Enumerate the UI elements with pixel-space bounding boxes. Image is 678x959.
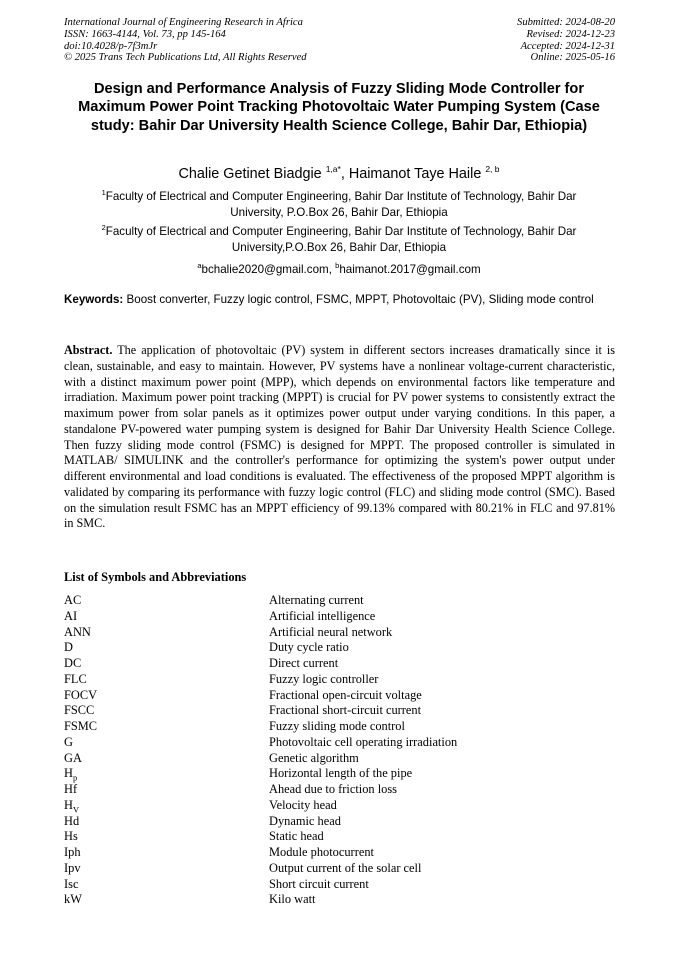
symbol-definition: Alternating current bbox=[269, 593, 364, 607]
symbol-term-text: Hs bbox=[64, 829, 78, 844]
symbol-row bbox=[64, 735, 624, 751]
symbol-row bbox=[64, 609, 624, 625]
symbol-term bbox=[64, 688, 269, 704]
symbol-term bbox=[64, 656, 269, 672]
author-affiliation-mark: 2, b bbox=[485, 164, 500, 174]
online-date: Online: 2025-05-16 bbox=[530, 52, 615, 64]
symbol-term-text: H bbox=[64, 766, 73, 781]
abstract-text: The application of photovoltaic (PV) system in different sectors increases dramatically since it is clean, sustainable, and easy to maintain. However, PV systems have a nonlinear voltage-current characteristic, with a distinct maximum power point (MPP), which depends on environmental factors like temperature and irradiation. Maximum power point tracking (MPPT) is crucial for PV power systems to consistently extract the maximum power from solar panels as it optimizes power output under varying conditions. In this paper, a standalone PV-powered water pumping system is designed for Bahir Dar University Health Science College. Then fuzzy sliding mode control (FSMC) is designed for MPPT. The proposed controller is simulated in MATLAB/ SIMULINK and the controller's performance for optimizing the system's power output under different environmental and load conditions is evaluated. The effectiveness of the proposed MPPT algorithm is validated by comparing its performance with fuzzy logic control (FLC) and sliding mode control (SMC). Based on the simulation result FSMC has an MPPT efficiency of 99.13% compared with 80.21% in FLC and 97.81% in SMC. bbox=[64, 343, 616, 531]
symbols-heading: List of Symbols and Abbreviations bbox=[64, 570, 247, 584]
email-mark: b bbox=[335, 261, 340, 270]
symbol-term bbox=[64, 829, 269, 845]
author-emails: $^a$bchalie2020@gmail.com, $^b$haimanot.2017@gmail.com bbox=[197, 261, 481, 276]
revised-date: Revised: 2024-12-23 bbox=[526, 28, 615, 40]
symbol-definition: Kilo watt bbox=[269, 892, 316, 907]
author-name: Chalie Getinet Biadgie bbox=[178, 166, 322, 182]
symbol-definition: Static head bbox=[269, 829, 324, 844]
symbol-definition: Genetic algorithm bbox=[269, 750, 359, 765]
symbols-list bbox=[64, 593, 624, 908]
doi: doi:10.4028/p-7f3mJr bbox=[64, 40, 158, 52]
symbol-term-text: Isc bbox=[64, 876, 79, 891]
affiliation-text: Faculty of Electrical and Computer Engineering, Bahir Dar Institute of Technology, Bahir Dar University, P.O.Box 26, Bahir Dar, Ethiopia bbox=[105, 190, 577, 220]
symbol-term bbox=[64, 609, 269, 625]
symbol-term-text: ANN bbox=[64, 624, 91, 639]
symbol-row bbox=[64, 766, 624, 782]
symbol-term bbox=[64, 798, 269, 814]
symbol-row bbox=[64, 751, 624, 767]
symbol-row bbox=[64, 814, 624, 830]
symbol-definition: Photovoltaic cell operating irradiation bbox=[269, 734, 458, 749]
symbol-row bbox=[64, 625, 624, 641]
affiliation-mark: 1 bbox=[101, 188, 106, 197]
symbol-term-text: Ipv bbox=[64, 860, 81, 875]
symbol-definition: Fuzzy sliding mode control bbox=[269, 719, 405, 733]
symbol-term-text: Iph bbox=[64, 845, 81, 859]
symbol-term-text: FSCC bbox=[64, 703, 95, 718]
email-link[interactable]: bchalie2020@gmail.com bbox=[201, 263, 329, 276]
issn: ISSN: 1663-4144, Vol. 73, pp 145-164 bbox=[64, 28, 226, 40]
symbol-term-text: FSMC bbox=[64, 719, 98, 733]
symbol-term-text: H bbox=[64, 797, 73, 812]
symbol-term-subscript: V bbox=[72, 804, 80, 815]
author-name: Haimanot Taye Haile bbox=[348, 166, 482, 182]
affiliation-mark: 2 bbox=[101, 223, 106, 232]
symbol-row bbox=[64, 845, 624, 861]
keywords-label: Keywords: bbox=[64, 293, 124, 306]
symbol-definition: Artificial intelligence bbox=[269, 608, 376, 623]
symbol-definition: Fractional open-circuit voltage bbox=[269, 687, 422, 702]
journal-name: International Journal of Engineering Research in Africa bbox=[64, 17, 303, 28]
symbol-term-text: D bbox=[64, 640, 73, 655]
affiliation-text: Faculty of Electrical and Computer Engineering, Bahir Dar Institute of Technology, Bahir Dar University,P.O.Box 26, Bahir Dar, Ethiopia bbox=[105, 225, 577, 255]
symbol-definition: Module photocurrent bbox=[269, 845, 374, 859]
submitted-date: Submitted: 2024-08-20 bbox=[517, 17, 615, 28]
symbol-term bbox=[64, 751, 269, 767]
symbol-definition: Ahead due to friction loss bbox=[269, 782, 398, 796]
symbol-row bbox=[64, 688, 624, 704]
symbol-term-text: GA bbox=[64, 750, 82, 765]
email-link[interactable]: haimanot.2017@gmail.com bbox=[339, 263, 481, 276]
symbol-term bbox=[64, 625, 269, 641]
symbol-term-text: G bbox=[64, 734, 73, 749]
symbol-row bbox=[64, 892, 624, 908]
author-separator: , bbox=[340, 166, 349, 182]
symbol-definition: Artificial neural network bbox=[269, 624, 393, 639]
symbol-definition: Short circuit current bbox=[269, 876, 369, 891]
symbol-term-text: FLC bbox=[64, 671, 87, 686]
abstract-section bbox=[64, 343, 615, 532]
symbol-definition: Direct current bbox=[269, 656, 339, 670]
symbol-term bbox=[64, 593, 269, 609]
paper-title: Design and Performance Analysis of Fuzzy Sliding Mode Controller for Maximum Power Point Tracking Photovoltaic Water Pumping System (Case study: Bahir Dar University Health Science College, Bahir Dar, Ethiopia) bbox=[78, 81, 600, 134]
symbol-row bbox=[64, 703, 624, 719]
affiliation bbox=[74, 220, 604, 256]
symbol-row bbox=[64, 798, 624, 814]
symbol-term bbox=[64, 703, 269, 719]
symbol-term bbox=[64, 814, 269, 830]
symbol-row bbox=[64, 593, 624, 609]
symbol-row bbox=[64, 782, 624, 798]
symbol-row bbox=[64, 719, 624, 735]
keywords-text: Boost converter, Fuzzy logic control, FSMC, MPPT, Photovoltaic (PV), Sliding mode control bbox=[126, 293, 594, 306]
symbol-term-text: FOCV bbox=[64, 687, 98, 702]
symbol-row bbox=[64, 861, 624, 877]
symbol-definition: Fuzzy logic controller bbox=[269, 671, 379, 686]
symbol-term bbox=[64, 766, 269, 782]
symbol-term bbox=[64, 640, 269, 656]
symbol-definition: Fractional short-circuit current bbox=[269, 703, 422, 718]
copyright: © 2025 Trans Tech Publications Ltd, All Rights Reserved bbox=[64, 52, 307, 64]
symbol-term bbox=[64, 672, 269, 688]
symbol-term bbox=[64, 877, 269, 893]
symbol-term bbox=[64, 735, 269, 751]
author-list bbox=[60, 160, 618, 183]
symbol-definition: Horizontal length of the pipe bbox=[269, 766, 413, 781]
symbol-term-text: AC bbox=[64, 593, 82, 607]
symbol-term bbox=[64, 861, 269, 877]
keywords-section bbox=[64, 292, 615, 308]
symbol-term bbox=[64, 845, 269, 861]
accepted-date: Accepted: 2024-12-31 bbox=[520, 40, 615, 52]
symbol-row bbox=[64, 640, 624, 656]
symbol-term-text: DC bbox=[64, 656, 82, 670]
symbol-definition: Output current of the solar cell bbox=[269, 860, 422, 875]
symbol-term bbox=[64, 892, 269, 908]
symbol-row bbox=[64, 829, 624, 845]
symbol-term-text: Hd bbox=[64, 813, 80, 828]
symbol-term bbox=[64, 782, 269, 798]
author-affiliation-mark: 1,a* bbox=[325, 164, 341, 174]
email-mark: a bbox=[197, 261, 202, 270]
symbol-term-text: Hf bbox=[64, 782, 78, 796]
symbol-definition: Dynamic head bbox=[269, 813, 341, 828]
symbol-row bbox=[64, 877, 624, 893]
abstract-label: Abstract. bbox=[64, 343, 113, 357]
symbol-term bbox=[64, 719, 269, 735]
symbol-definition: Duty cycle ratio bbox=[269, 640, 349, 655]
symbol-term-text: AI bbox=[64, 608, 78, 623]
affiliation bbox=[74, 185, 604, 221]
symbol-term-subscript: p bbox=[72, 772, 78, 783]
symbol-row bbox=[64, 656, 624, 672]
symbol-row bbox=[64, 672, 624, 688]
journal-header bbox=[64, 17, 615, 64]
symbol-definition: Velocity head bbox=[269, 797, 337, 812]
symbol-term-text: kW bbox=[64, 892, 82, 907]
